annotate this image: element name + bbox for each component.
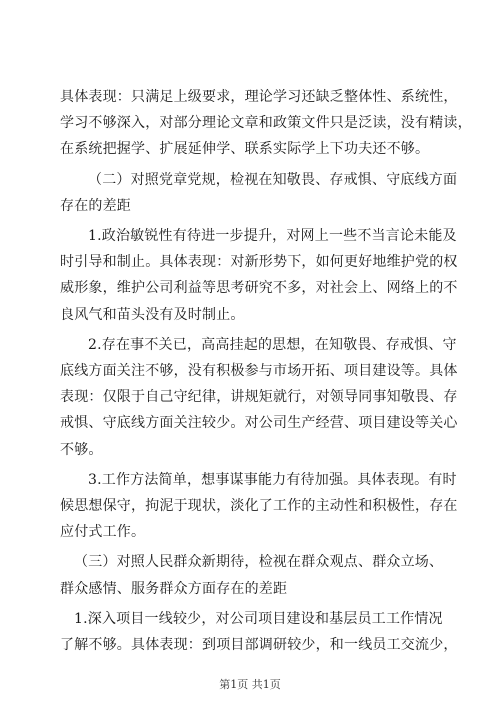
text-line: 存在的差距 (60, 197, 131, 214)
text-line: 了解不够。具体表现：到项目部调研较少，和一线员工交流少， (60, 637, 458, 654)
document-body (60, 84, 472, 662)
text-line: 2.存在事不关已，高高挂起的思想，在知敬畏、存戒惧、守 (88, 336, 457, 353)
paragraph-item-2 (60, 332, 458, 463)
paragraph-item-3 (60, 467, 458, 546)
section-heading-2 (60, 167, 458, 219)
text-line: 戒惧、守底线方面关注较少。对公司生产经营、项目建设等关心 (60, 415, 458, 432)
text-line: 威形象，维护公司利益等思考研究不多，对社会上、网络上的不 (60, 280, 458, 297)
text-line: （二）对照党章党规，检视在知敬畏、存戒惧、守底线方面 (88, 171, 458, 188)
text-line: 不够。 (60, 441, 103, 458)
text-line: 3.工作方法简单，想事谋事能力有待加强。具体表现。有时 (88, 471, 457, 488)
paragraph-item-1b (60, 606, 458, 658)
text-line: （三）对照人民群众新期待，检视在群众观点、群众立场、 (74, 554, 444, 571)
text-line: 1.深入项目一线较少，对公司项目建设和基层员工工作情况 (74, 610, 443, 627)
text-line: 学习不够深入，对部分理论文章和政策文件只是泛读，没有精读， (60, 115, 472, 132)
text-line: 应付式工作。 (60, 524, 146, 541)
paragraph-study-performance (60, 84, 472, 163)
text-line: 时引导和制止。具体表现：对新形势下，如何更好地维护党的权 (60, 254, 458, 271)
section-heading-3 (60, 549, 444, 601)
text-line: 群众感情、服务群众方面存在的差距 (60, 580, 288, 597)
text-line: 具体表现：只满足上级要求，理论学习还缺乏整体性、系统性， (60, 89, 458, 105)
page-footer: 第1页 共1页 (219, 678, 281, 691)
text-line: 在系统把握学、扩展延伸学、联系实际学上下功夫还不够。 (60, 141, 430, 158)
text-line: 底线方面关注不够，没有积极参与市场开拓、项目建设等。具体 (60, 363, 458, 380)
text-line: 良风气和苗头没有及时制止。 (60, 306, 245, 323)
text-line: 候思想保守，拘泥于现状，淡化了工作的主动性和积极性，存在 (60, 498, 458, 515)
paragraph-item-1 (60, 223, 458, 328)
text-line: 1.政治敏锐性有待进一步提升，对网上一些不当言论未能及 (88, 228, 457, 245)
text-line: 表现：仅限于自己守纪律，讲规矩就行，对领导同事知敬畏、存 (60, 389, 458, 406)
